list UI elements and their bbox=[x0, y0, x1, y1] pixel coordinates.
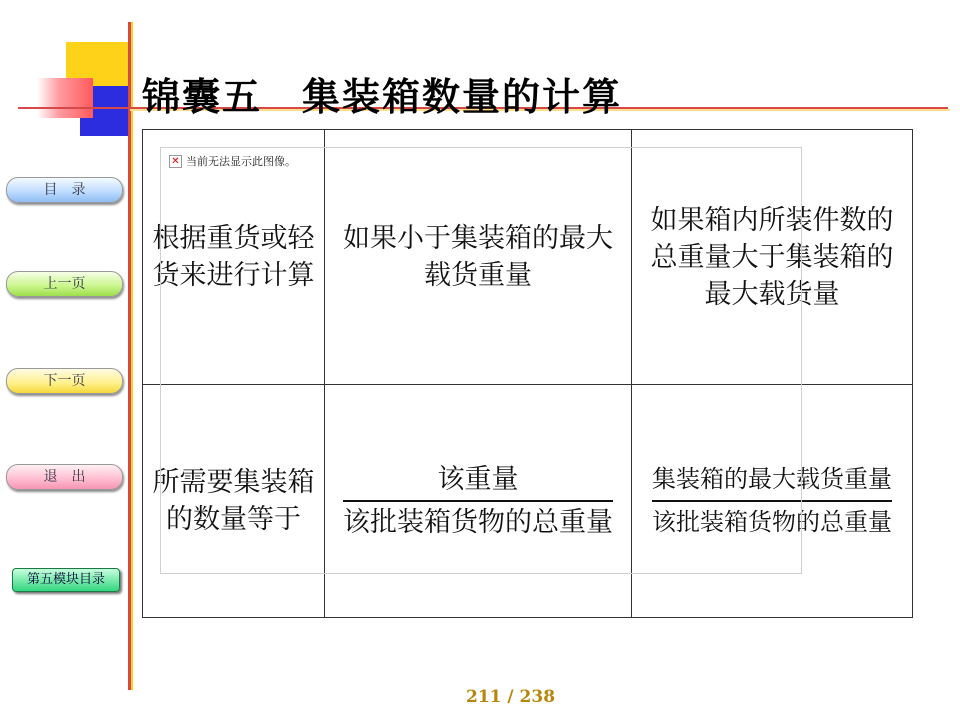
table-cell-condition-greater bbox=[632, 130, 913, 385]
cell-text: 如果箱内所装件数的总重量大于集装箱的最大载货量 bbox=[650, 204, 894, 310]
module-menu-button[interactable]: 第五模块目录 bbox=[12, 568, 120, 592]
previous-page-button[interactable]: 上一页 bbox=[6, 271, 123, 297]
fraction-numerator: 该重量 bbox=[437, 464, 519, 495]
broken-image-icon: ✕ bbox=[169, 155, 182, 168]
table-row bbox=[143, 130, 913, 385]
decor-pink-square bbox=[37, 78, 93, 118]
table-cell-formula-2 bbox=[632, 385, 913, 618]
page-title: 锦囊五 集装箱数量的计算 bbox=[142, 74, 623, 119]
cell-text: 如果小于集装箱的最大载货重量 bbox=[343, 223, 613, 291]
table-cell-condition-less bbox=[325, 130, 632, 385]
fraction-formula bbox=[652, 461, 892, 541]
table-cell-result-label bbox=[143, 385, 325, 618]
cell-text: 所需要集装箱的数量等于 bbox=[152, 467, 315, 535]
content-table bbox=[142, 129, 913, 618]
table-cell-method bbox=[143, 130, 325, 385]
fraction-denominator: 该批装箱货物的总重量 bbox=[343, 500, 613, 541]
page-counter: 211 / 238 bbox=[466, 687, 556, 707]
fraction-denominator: 该批装箱货物的总重量 bbox=[652, 500, 892, 541]
broken-image-message: 当前无法显示此图像。 bbox=[186, 155, 296, 168]
table-cell-formula-1 bbox=[325, 385, 632, 618]
fraction-formula bbox=[343, 461, 613, 541]
exit-button[interactable]: 退 出 bbox=[6, 464, 123, 490]
cell-text: 根据重货或轻货来进行计算 bbox=[152, 223, 315, 291]
table-row bbox=[143, 385, 913, 618]
decor-vertical-line-yellow bbox=[131, 22, 133, 690]
next-page-button[interactable]: 下一页 bbox=[6, 368, 123, 394]
menu-button[interactable]: 目 录 bbox=[6, 177, 123, 203]
fraction-numerator: 集装箱的最大载货重量 bbox=[652, 465, 892, 493]
